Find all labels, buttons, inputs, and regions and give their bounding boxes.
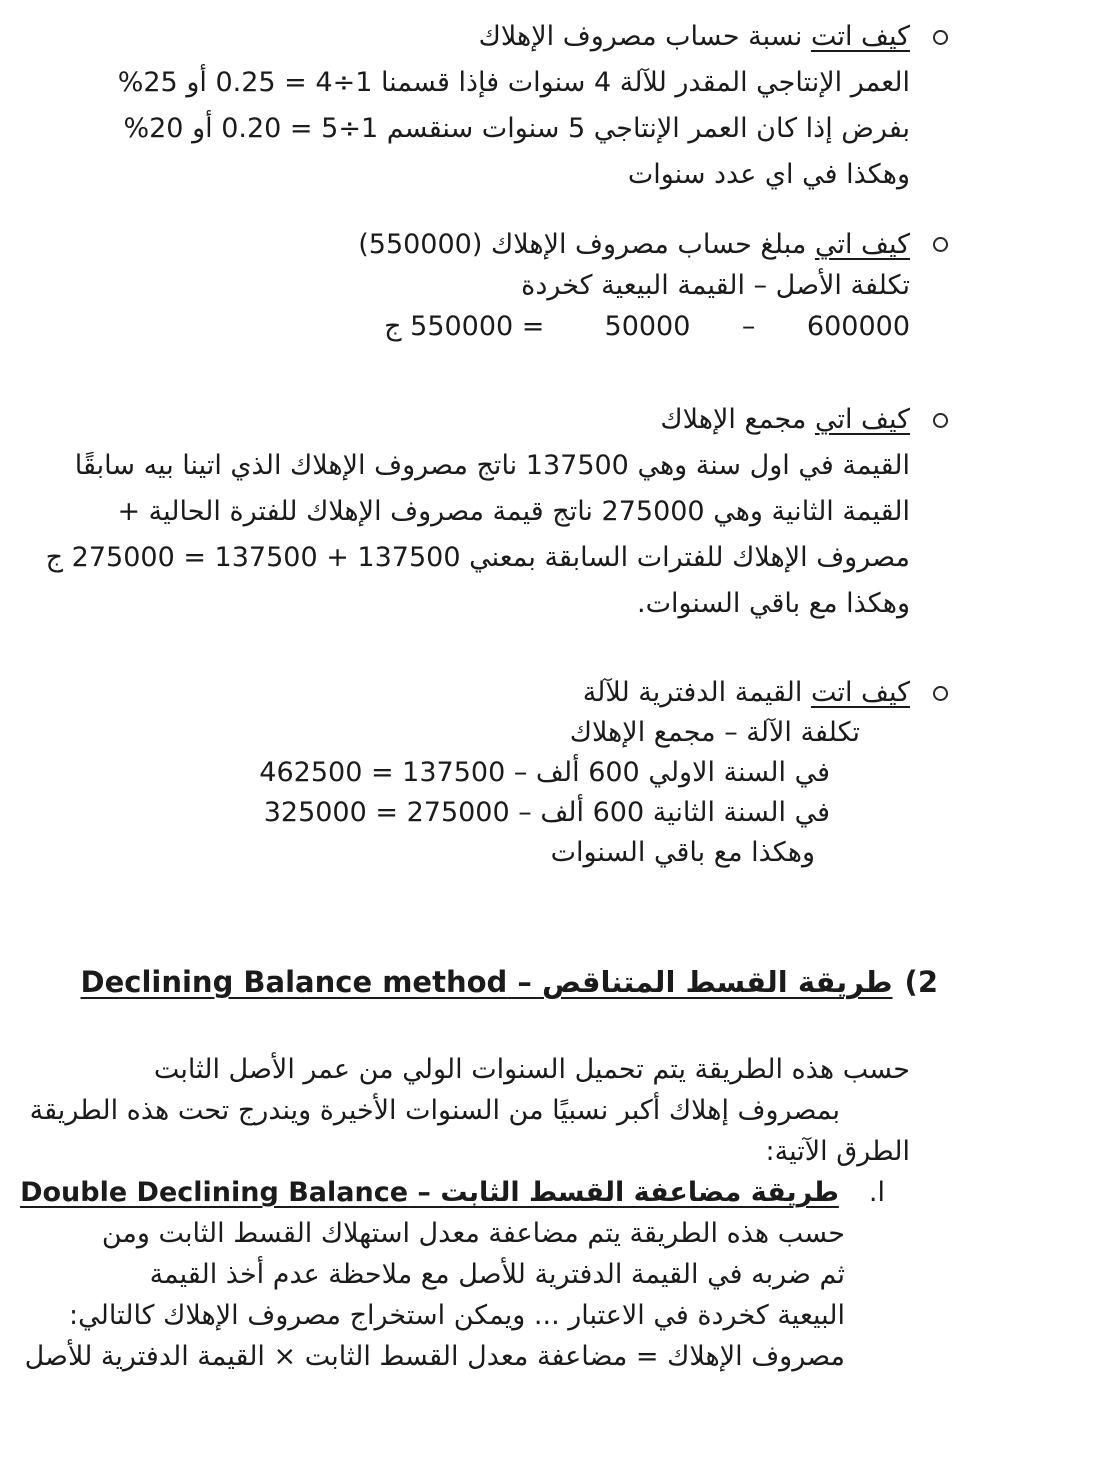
body-line: حسب هذه الطريقة يتم مضاعفة معدل استهلاك القسط الثابت ومن	[101, 1218, 845, 1249]
body-line: وهكذا في اي عدد سنوات	[627, 159, 910, 190]
body-line: وهكذا مع باقي السنوات.	[636, 588, 910, 619]
sub-method-title-underlined: طريقة مضاعفة القسط الثابت – Double Declining Balance	[20, 1177, 839, 1208]
body-line: ثم ضربه في القيمة الدفترية للأصل مع ملاحظة عدم أخذ القيمة	[149, 1259, 845, 1290]
bullet-section-depreciation-amount	[30, 224, 910, 347]
equation-line: في السنة الثانية 600 ألف – 275000 = 325000	[263, 797, 830, 828]
bullet-lead-underlined: كيف اتي	[814, 404, 910, 435]
heading-number: 2)	[904, 965, 938, 999]
list-marker: ا.	[868, 1177, 885, 1208]
bullet-section-accumulated-depreciation	[30, 397, 910, 627]
intro-paragraph	[20, 1049, 910, 1213]
circle-bullet-icon	[933, 237, 948, 252]
bullet-lead-underlined: كيف اتت	[810, 21, 910, 52]
body-line: حسب هذه الطريقة يتم تحميل السنوات الولي من عمر الأصل الثابت	[153, 1054, 910, 1085]
detail-paragraph	[24, 1213, 845, 1377]
formula-line: مصروف الإهلاك = مضاعفة معدل القسط الثابت × القيمة الدفترية للأصل	[24, 1341, 845, 1372]
body-line: مصروف الإهلاك للفترات السابقة بمعني 137500 + 137500 = 275000 ج	[45, 542, 910, 573]
body-line: البيعية كخردة في الاعتبار ... ويمكن استخراج مصروف الإهلاك كالتالي:	[69, 1300, 845, 1331]
body-line: القيمة في اول سنة وهي 137500 ناتج مصروف الإهلاك الذي اتينا بيه سابقًا	[74, 450, 910, 481]
circle-bullet-icon	[933, 413, 948, 428]
body-line: بفرض إذا كان العمر الإنتاجي 5 سنوات سنقسم 1÷5 = 0.20 أو 20%	[123, 113, 910, 144]
body-line: تكلفة الأصل – القيمة البيعية كخردة	[521, 270, 910, 301]
body-line: وهكذا مع باقي السنوات	[550, 837, 815, 868]
equation-line: 600000 – 50000 = 550000 ج	[384, 311, 910, 342]
bullet-item	[30, 224, 910, 265]
circle-bullet-icon	[933, 30, 948, 45]
bullet-title-text: مبلغ حساب مصروف الإهلاك (550000)	[358, 229, 815, 260]
body-line: بمصروف إهلاك أكبر نسبيًا من السنوات الأخيرة ويندرج تحت هذه الطريقة	[29, 1095, 840, 1126]
bullet-title-text: نسبة حساب مصروف الإهلاك	[478, 21, 811, 52]
section-heading-declining-balance	[30, 959, 938, 1005]
body-line: الطرق الآتية:	[765, 1136, 910, 1167]
equation-line: في السنة الاولي 600 ألف – 137500 = 462500	[259, 757, 830, 788]
body-line: تكلفة الآلة – مجمع الإهلاك	[569, 717, 860, 748]
body-line: العمر الإنتاجي المقدر للآلة 4 سنوات فإذا قسمنا 1÷4 = 0.25 أو 25%	[117, 67, 910, 98]
bullet-item	[30, 673, 910, 713]
bullet-item	[30, 397, 910, 443]
body-line: القيمة الثانية وهي 275000 ناتج قيمة مصروف الإهلاك للفترة الحالية +	[117, 496, 910, 527]
bullet-title-text: مجمع الإهلاك	[660, 404, 815, 435]
bullet-item	[30, 14, 910, 60]
bullet-title-text: القيمة الدفترية للآلة	[582, 677, 811, 708]
sub-method-item	[20, 1172, 885, 1213]
bullet-lead-underlined: كيف اتت	[810, 677, 910, 708]
circle-bullet-icon	[933, 686, 948, 701]
bullet-section-depreciation-rate	[30, 14, 910, 198]
heading-title-underlined: طريقة القسط المتناقص – Declining Balance method	[80, 965, 893, 999]
bullet-lead-underlined: كيف اتي	[814, 229, 910, 260]
bullet-section-book-value	[30, 673, 910, 873]
